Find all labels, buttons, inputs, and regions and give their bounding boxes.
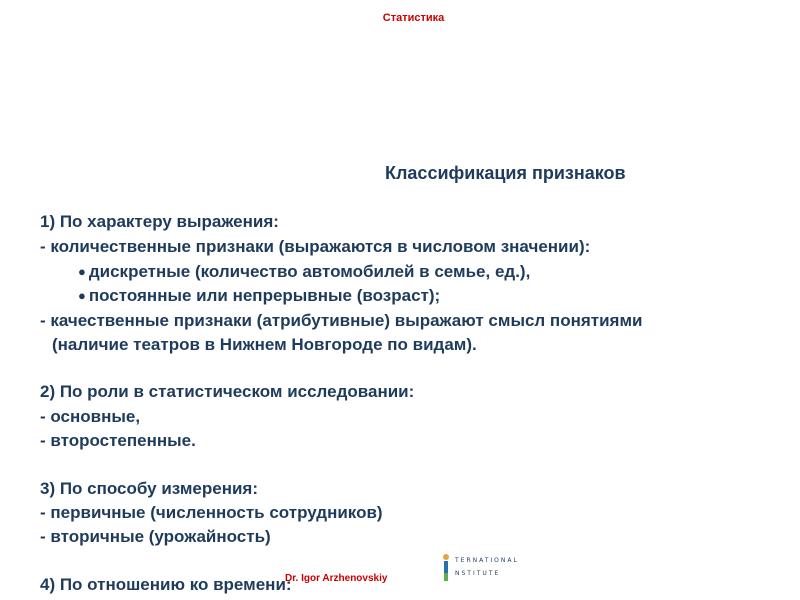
primary-measure-line: - первичные (численность сотрудников) [40,503,383,522]
discrete-bullet-text: дискретные (количество автомобилей в семье, ед.), [88,262,531,281]
header-title: Статистика [382,12,445,24]
bullet-dot-icon: ● [78,264,86,279]
continuous-bullet-item [78,286,440,306]
section-2-heading: 2) По роли в статистическом исследовании: [40,382,415,401]
secondary-measure-line: - вторичные (урожайность) [40,527,271,546]
logo-line-1: TERNATIONAL [455,557,519,564]
qualitative-features-line: - качественные признаки (атрибутивные) выражают смысл понятиями [40,311,643,330]
quantitative-features-line: - количественные признаки (выражаются в числовом значении): [40,237,591,256]
footer-author: Dr. Igor Arzhenovskiy [285,573,388,584]
logo-line-2: NSTITUTE [455,570,501,577]
primary-role-line: - основные, [40,407,141,426]
logo-figure-icon [437,553,455,583]
continuous-bullet-text: постоянные или непрерывные (возраст); [88,286,441,305]
international-institute-logo-icon [437,553,537,583]
section-4-heading: 4) По отношению ко времени: [40,575,292,594]
bullet-dot-icon: ● [78,288,86,303]
section-1-heading: 1) По характеру выражения: [40,212,279,231]
slide-title: Классификация признаков [385,163,626,183]
discrete-bullet-item [78,262,530,282]
qualitative-example-line: (наличие театров в Нижнем Новгороде по видам). [52,335,477,354]
section-3-heading: 3) По способу измерения: [40,479,258,498]
secondary-role-line: - второстепенные. [40,431,196,450]
